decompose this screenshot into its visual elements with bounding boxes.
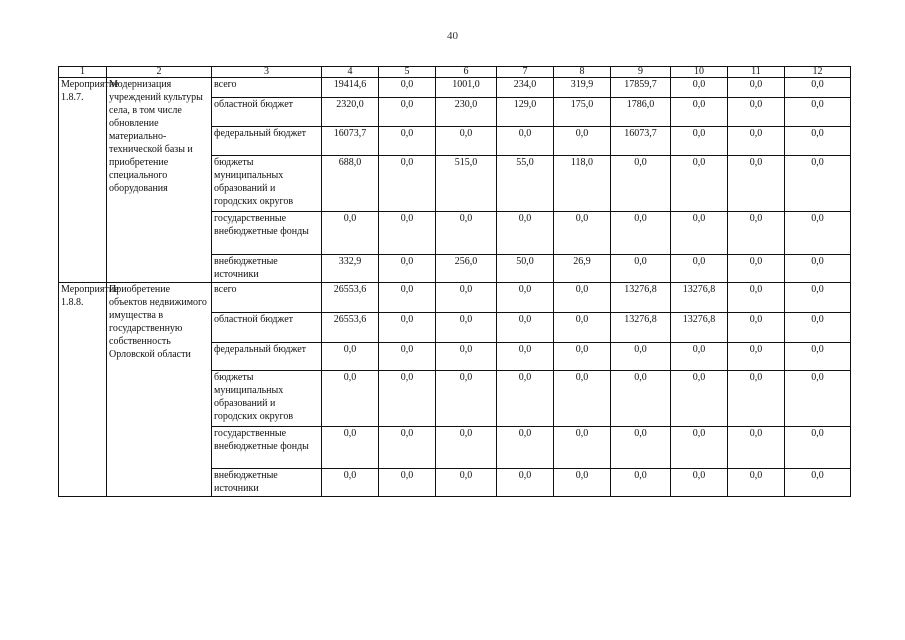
- amount-cell: 13276,8: [611, 313, 671, 343]
- amount-cell: 0,0: [497, 127, 554, 156]
- amount-cell: 0,0: [322, 371, 379, 427]
- amount-cell: 26553,6: [322, 283, 379, 313]
- column-header: 1: [59, 67, 107, 78]
- amount-cell: 0,0: [322, 343, 379, 371]
- amount-cell: 16073,7: [322, 127, 379, 156]
- amount-cell: 319,9: [554, 78, 611, 98]
- amount-cell: 129,0: [497, 98, 554, 127]
- amount-cell: 0,0: [785, 255, 851, 283]
- amount-cell: 0,0: [671, 98, 728, 127]
- amount-cell: 0,0: [497, 313, 554, 343]
- column-header: 8: [554, 67, 611, 78]
- amount-cell: 0,0: [671, 156, 728, 212]
- amount-cell: 0,0: [611, 371, 671, 427]
- amount-cell: 0,0: [785, 371, 851, 427]
- funding-source: федеральный бюджет: [212, 343, 322, 371]
- amount-cell: 0,0: [436, 212, 497, 255]
- amount-cell: 0,0: [785, 156, 851, 212]
- amount-cell: 13276,8: [611, 283, 671, 313]
- column-header: 2: [107, 67, 212, 78]
- amount-cell: 2320,0: [322, 98, 379, 127]
- amount-cell: 0,0: [785, 469, 851, 497]
- amount-cell: 0,0: [728, 371, 785, 427]
- amount-cell: 230,0: [436, 98, 497, 127]
- amount-cell: 0,0: [436, 127, 497, 156]
- amount-cell: 0,0: [671, 469, 728, 497]
- amount-cell: 0,0: [554, 212, 611, 255]
- event-name: Модернизация учреждений культуры села, в том числе обновление материально-технической базы и приобретение специального оборудования: [107, 78, 212, 283]
- amount-cell: 0,0: [785, 98, 851, 127]
- amount-cell: 0,0: [436, 371, 497, 427]
- amount-cell: 0,0: [554, 427, 611, 469]
- amount-cell: 26553,6: [322, 313, 379, 343]
- amount-cell: 0,0: [322, 427, 379, 469]
- amount-cell: 0,0: [671, 212, 728, 255]
- amount-cell: 0,0: [785, 78, 851, 98]
- amount-cell: 0,0: [379, 156, 436, 212]
- amount-cell: 0,0: [785, 313, 851, 343]
- amount-cell: 0,0: [611, 469, 671, 497]
- amount-cell: 19414,6: [322, 78, 379, 98]
- funding-source: государственные внебюджетные фонды: [212, 212, 322, 255]
- amount-cell: 0,0: [785, 212, 851, 255]
- amount-cell: 175,0: [554, 98, 611, 127]
- amount-cell: 17859,7: [611, 78, 671, 98]
- amount-cell: 0,0: [671, 127, 728, 156]
- funding-source: государственные внебюджетные фонды: [212, 427, 322, 469]
- funding-source: бюджеты муниципальных образований и городских округов: [212, 156, 322, 212]
- amount-cell: 0,0: [436, 283, 497, 313]
- amount-cell: 0,0: [728, 469, 785, 497]
- amount-cell: 0,0: [785, 283, 851, 313]
- event-name: Приобретение объектов недвижимого имущества в государственную собственность Орловской области: [107, 283, 212, 497]
- amount-cell: 0,0: [728, 78, 785, 98]
- amount-cell: 0,0: [379, 255, 436, 283]
- amount-cell: 0,0: [379, 343, 436, 371]
- amount-cell: 0,0: [785, 427, 851, 469]
- amount-cell: 16073,7: [611, 127, 671, 156]
- amount-cell: 256,0: [436, 255, 497, 283]
- column-header: 4: [322, 67, 379, 78]
- amount-cell: 0,0: [611, 427, 671, 469]
- column-header: 3: [212, 67, 322, 78]
- amount-cell: 0,0: [554, 371, 611, 427]
- amount-cell: 0,0: [728, 156, 785, 212]
- amount-cell: 0,0: [671, 78, 728, 98]
- amount-cell: 26,9: [554, 255, 611, 283]
- amount-cell: 0,0: [554, 343, 611, 371]
- amount-cell: 0,0: [379, 283, 436, 313]
- amount-cell: 0,0: [611, 212, 671, 255]
- amount-cell: 0,0: [671, 255, 728, 283]
- amount-cell: 0,0: [785, 127, 851, 156]
- amount-cell: 0,0: [436, 343, 497, 371]
- funding-source: всего: [212, 283, 322, 313]
- amount-cell: 50,0: [497, 255, 554, 283]
- funding-source: областной бюджет: [212, 98, 322, 127]
- funding-source: всего: [212, 78, 322, 98]
- event-id: Мероприятие 1.8.8.: [59, 283, 107, 497]
- amount-cell: 515,0: [436, 156, 497, 212]
- amount-cell: 0,0: [554, 469, 611, 497]
- amount-cell: 0,0: [379, 78, 436, 98]
- amount-cell: 118,0: [554, 156, 611, 212]
- amount-cell: 0,0: [728, 313, 785, 343]
- amount-cell: 0,0: [322, 469, 379, 497]
- amount-cell: 0,0: [554, 283, 611, 313]
- event-id: Мероприятие 1.8.7.: [59, 78, 107, 283]
- amount-cell: 0,0: [728, 343, 785, 371]
- amount-cell: 0,0: [379, 98, 436, 127]
- page-number: 40: [447, 30, 458, 42]
- amount-cell: 332,9: [322, 255, 379, 283]
- funding-source: федеральный бюджет: [212, 127, 322, 156]
- amount-cell: 0,0: [497, 427, 554, 469]
- amount-cell: 0,0: [497, 212, 554, 255]
- amount-cell: 0,0: [785, 343, 851, 371]
- amount-cell: 0,0: [436, 313, 497, 343]
- amount-cell: 0,0: [611, 343, 671, 371]
- amount-cell: 0,0: [379, 212, 436, 255]
- table-body: [59, 78, 851, 497]
- amount-cell: 0,0: [497, 469, 554, 497]
- amount-cell: 0,0: [728, 255, 785, 283]
- amount-cell: 0,0: [728, 127, 785, 156]
- amount-cell: 0,0: [671, 371, 728, 427]
- amount-cell: 0,0: [671, 427, 728, 469]
- funding-source: областной бюджет: [212, 313, 322, 343]
- amount-cell: 0,0: [554, 127, 611, 156]
- amount-cell: 0,0: [436, 427, 497, 469]
- amount-cell: 0,0: [322, 212, 379, 255]
- amount-cell: 0,0: [671, 343, 728, 371]
- amount-cell: 0,0: [379, 127, 436, 156]
- amount-cell: 0,0: [554, 313, 611, 343]
- table-row: [59, 283, 851, 313]
- amount-cell: 0,0: [728, 98, 785, 127]
- column-header: 5: [379, 67, 436, 78]
- column-header: 11: [728, 67, 785, 78]
- amount-cell: 0,0: [379, 427, 436, 469]
- amount-cell: 13276,8: [671, 283, 728, 313]
- table-header: [59, 67, 851, 78]
- amount-cell: 0,0: [728, 283, 785, 313]
- column-header: 7: [497, 67, 554, 78]
- column-header: 10: [671, 67, 728, 78]
- amount-cell: 0,0: [611, 156, 671, 212]
- table-row: [59, 78, 851, 98]
- amount-cell: 0,0: [728, 212, 785, 255]
- amount-cell: 234,0: [497, 78, 554, 98]
- budget-table: [58, 66, 851, 497]
- amount-cell: 0,0: [611, 255, 671, 283]
- amount-cell: 0,0: [497, 371, 554, 427]
- amount-cell: 1001,0: [436, 78, 497, 98]
- header-row: [59, 67, 851, 78]
- amount-cell: 0,0: [379, 313, 436, 343]
- amount-cell: 0,0: [497, 343, 554, 371]
- funding-source: внебюджетные источники: [212, 469, 322, 497]
- amount-cell: 0,0: [497, 283, 554, 313]
- column-header: 6: [436, 67, 497, 78]
- amount-cell: 13276,8: [671, 313, 728, 343]
- amount-cell: 0,0: [436, 469, 497, 497]
- amount-cell: 0,0: [379, 469, 436, 497]
- funding-source: внебюджетные источники: [212, 255, 322, 283]
- amount-cell: 0,0: [379, 371, 436, 427]
- column-header: 9: [611, 67, 671, 78]
- amount-cell: 688,0: [322, 156, 379, 212]
- amount-cell: 0,0: [728, 427, 785, 469]
- column-header: 12: [785, 67, 851, 78]
- amount-cell: 55,0: [497, 156, 554, 212]
- funding-source: бюджеты муниципальных образований и городских округов: [212, 371, 322, 427]
- amount-cell: 1786,0: [611, 98, 671, 127]
